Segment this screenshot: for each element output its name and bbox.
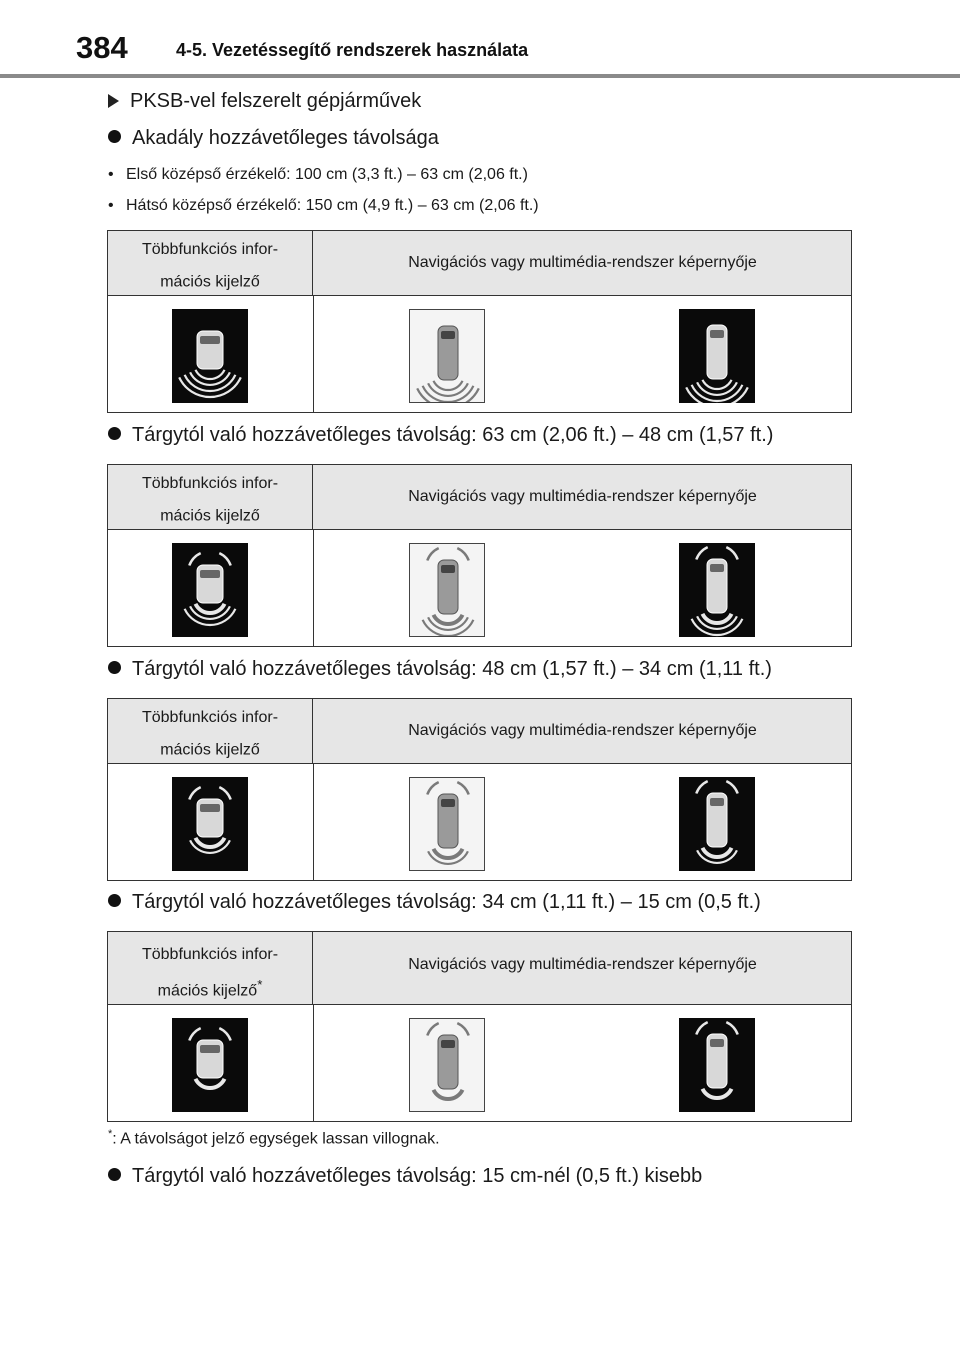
header-text: Többfunkciós infor-	[141, 475, 279, 492]
distance-heading	[108, 1165, 702, 1188]
footnote-mark: *	[257, 977, 263, 992]
table-header-row	[108, 699, 851, 764]
front-right-sensor-arc	[726, 781, 737, 793]
header-text: mációs kijelző	[157, 982, 258, 1000]
front-left-sensor-arc	[696, 1022, 707, 1034]
front-left-sensor-arc	[189, 1028, 200, 1040]
subheading-text: Akadály hozzávetőleges távolsága	[132, 127, 439, 149]
bullet-dot-icon	[108, 894, 121, 907]
table-header-mfd	[108, 231, 313, 295]
triangle-marker-icon	[108, 94, 119, 108]
distance-heading	[108, 658, 772, 681]
front-left-sensor-arc	[427, 548, 438, 560]
sensor-table	[107, 931, 852, 1122]
nav-sensor-display	[409, 309, 485, 403]
windshield-icon	[441, 565, 455, 573]
nav-car-diagram	[410, 310, 485, 403]
header-text: mációs kijelző	[160, 507, 260, 525]
column-divider	[313, 530, 314, 646]
bullet-text: Hátsó középső érzékelő: 150 cm (4,9 ft.) – 63 cm (2,06 ft.)	[126, 197, 539, 214]
rear-sensor-arc	[434, 615, 463, 624]
front-right-sensor-arc	[219, 1028, 230, 1040]
mfd-sensor-display	[172, 777, 248, 871]
windshield-icon	[441, 1040, 455, 1048]
front-right-sensor-arc	[457, 1023, 468, 1035]
distance-heading	[108, 891, 761, 914]
table-body-row	[108, 530, 851, 646]
distance-heading-text: Tárgytól való hozzávetőleges távolság: 63 cm (2,06 ft.) – 48 cm (1,57 ft.)	[132, 424, 774, 446]
column-divider	[313, 296, 314, 412]
multimedia-sensor-display	[679, 1018, 755, 1112]
distance-heading-text: Tárgytól való hozzávetőleges távolság: 15 cm-nél (0,5 ft.) kisebb	[132, 1165, 703, 1187]
mfd-car-diagram	[172, 543, 248, 637]
nav-car-diagram	[410, 778, 485, 871]
multimedia-sensor-display	[679, 777, 755, 871]
nav-sensor-display	[409, 1018, 485, 1112]
bullet-item	[108, 166, 528, 184]
front-right-sensor-arc	[457, 548, 468, 560]
rear-sensor-arc	[196, 370, 225, 379]
bullet-dot-icon	[108, 661, 121, 674]
rear-sensor-arc	[703, 380, 732, 389]
header-text: mációs kijelző	[160, 741, 260, 759]
section-heading-text: PKSB-vel felszerelt gépjárművek	[130, 90, 422, 112]
nav-car-diagram	[410, 1019, 485, 1112]
column-divider	[313, 1005, 314, 1121]
table-header-nav: Navigációs vagy multimédia-rendszer képernyője	[408, 722, 757, 739]
table-header-mfd	[108, 932, 313, 1004]
table-body-row	[108, 1005, 851, 1121]
windshield-icon	[441, 331, 455, 339]
rear-sensor-arc	[703, 848, 732, 857]
table-header-nav: Navigációs vagy multimédia-rendszer képernyője	[408, 956, 757, 973]
nav-car-diagram	[410, 544, 485, 637]
table-header-nav: Navigációs vagy multimédia-rendszer képernyője	[408, 488, 757, 505]
page-number: 384	[76, 30, 128, 65]
mfd-sensor-display	[172, 543, 248, 637]
multimedia-sensor-display	[679, 543, 755, 637]
rear-sensor-arc	[196, 1079, 225, 1088]
table-header-nav: Navigációs vagy multimédia-rendszer képernyője	[408, 254, 757, 271]
front-right-sensor-arc	[219, 787, 230, 799]
rear-sensor-arc	[196, 604, 225, 613]
windshield-icon	[200, 804, 220, 812]
distance-heading	[108, 424, 773, 447]
header-text: Többfunkciós infor-	[141, 709, 279, 726]
table-header-mfd	[108, 465, 313, 529]
header-rule	[0, 74, 960, 78]
front-right-sensor-arc	[726, 1022, 737, 1034]
sensor-table	[107, 698, 852, 881]
front-left-sensor-arc	[696, 781, 707, 793]
mfd-car-diagram	[172, 309, 248, 403]
bullet-icon: •	[108, 197, 114, 214]
mm-car-diagram	[679, 1018, 755, 1112]
mfd-car-diagram	[172, 777, 248, 871]
footnote-mark: *	[108, 1128, 113, 1140]
multimedia-sensor-display	[679, 309, 755, 403]
table-header-mfd	[108, 699, 313, 763]
bullet-icon: •	[108, 166, 114, 183]
rear-sensor-arc	[434, 1090, 463, 1099]
front-right-sensor-arc	[726, 547, 737, 559]
bullet-dot-icon	[108, 130, 121, 143]
rear-sensor-arc	[434, 381, 463, 390]
nav-sensor-display	[409, 777, 485, 871]
page-header	[0, 0, 960, 80]
table-header-row	[108, 932, 851, 1005]
table-body-row	[108, 764, 851, 880]
chapter-title: 4-5. Vezetéssegítő rendszerek használata	[176, 40, 529, 60]
bullet-item	[108, 197, 539, 215]
front-left-sensor-arc	[696, 547, 707, 559]
front-right-sensor-arc	[219, 553, 230, 565]
footnote	[108, 1128, 440, 1148]
sensor-table	[107, 464, 852, 647]
front-left-sensor-arc	[427, 1023, 438, 1035]
header-text: Többfunkciós infor-	[141, 946, 279, 963]
table-body-row	[108, 296, 851, 412]
rear-sensor-arc	[703, 1089, 732, 1098]
distance-heading-text: Tárgytól való hozzávetőleges távolság: 34 cm (1,11 ft.) – 15 cm (0,5 ft.)	[132, 891, 761, 913]
mm-car-diagram	[679, 777, 755, 871]
windshield-icon	[710, 330, 724, 338]
bullet-dot-icon	[108, 1168, 121, 1181]
windshield-icon	[710, 798, 724, 806]
section-heading	[108, 90, 421, 113]
distance-heading-text: Tárgytól való hozzávetőleges távolság: 48 cm (1,57 ft.) – 34 cm (1,11 ft.)	[132, 658, 772, 680]
column-divider	[313, 764, 314, 880]
subheading	[108, 127, 439, 150]
mm-car-diagram	[679, 309, 755, 403]
mfd-sensor-display	[172, 1018, 248, 1112]
windshield-icon	[200, 336, 220, 344]
bullet-text: Első középső érzékelő: 100 cm (3,3 ft.) – 63 cm (2,06 ft.)	[126, 166, 528, 183]
sensor-table	[107, 230, 852, 413]
windshield-icon	[710, 1039, 724, 1047]
footnote-text: : A távolságot jelző egységek lassan villognak.	[112, 1130, 440, 1148]
rear-sensor-arc	[196, 838, 225, 847]
header-text: Többfunkciós infor-	[141, 241, 279, 258]
front-right-sensor-arc	[457, 782, 468, 794]
table-header-row	[108, 231, 851, 296]
rear-sensor-arc	[434, 849, 463, 858]
table-header-row	[108, 465, 851, 530]
windshield-icon	[441, 799, 455, 807]
front-left-sensor-arc	[189, 553, 200, 565]
front-left-sensor-arc	[189, 787, 200, 799]
rear-sensor-arc	[703, 614, 732, 623]
bullet-dot-icon	[108, 427, 121, 440]
header-text: mációs kijelző	[160, 273, 260, 291]
front-left-sensor-arc	[427, 782, 438, 794]
windshield-icon	[710, 564, 724, 572]
mm-car-diagram	[679, 543, 755, 637]
nav-sensor-display	[409, 543, 485, 637]
windshield-icon	[200, 570, 220, 578]
windshield-icon	[200, 1045, 220, 1053]
mfd-sensor-display	[172, 309, 248, 403]
mfd-car-diagram	[172, 1018, 248, 1112]
